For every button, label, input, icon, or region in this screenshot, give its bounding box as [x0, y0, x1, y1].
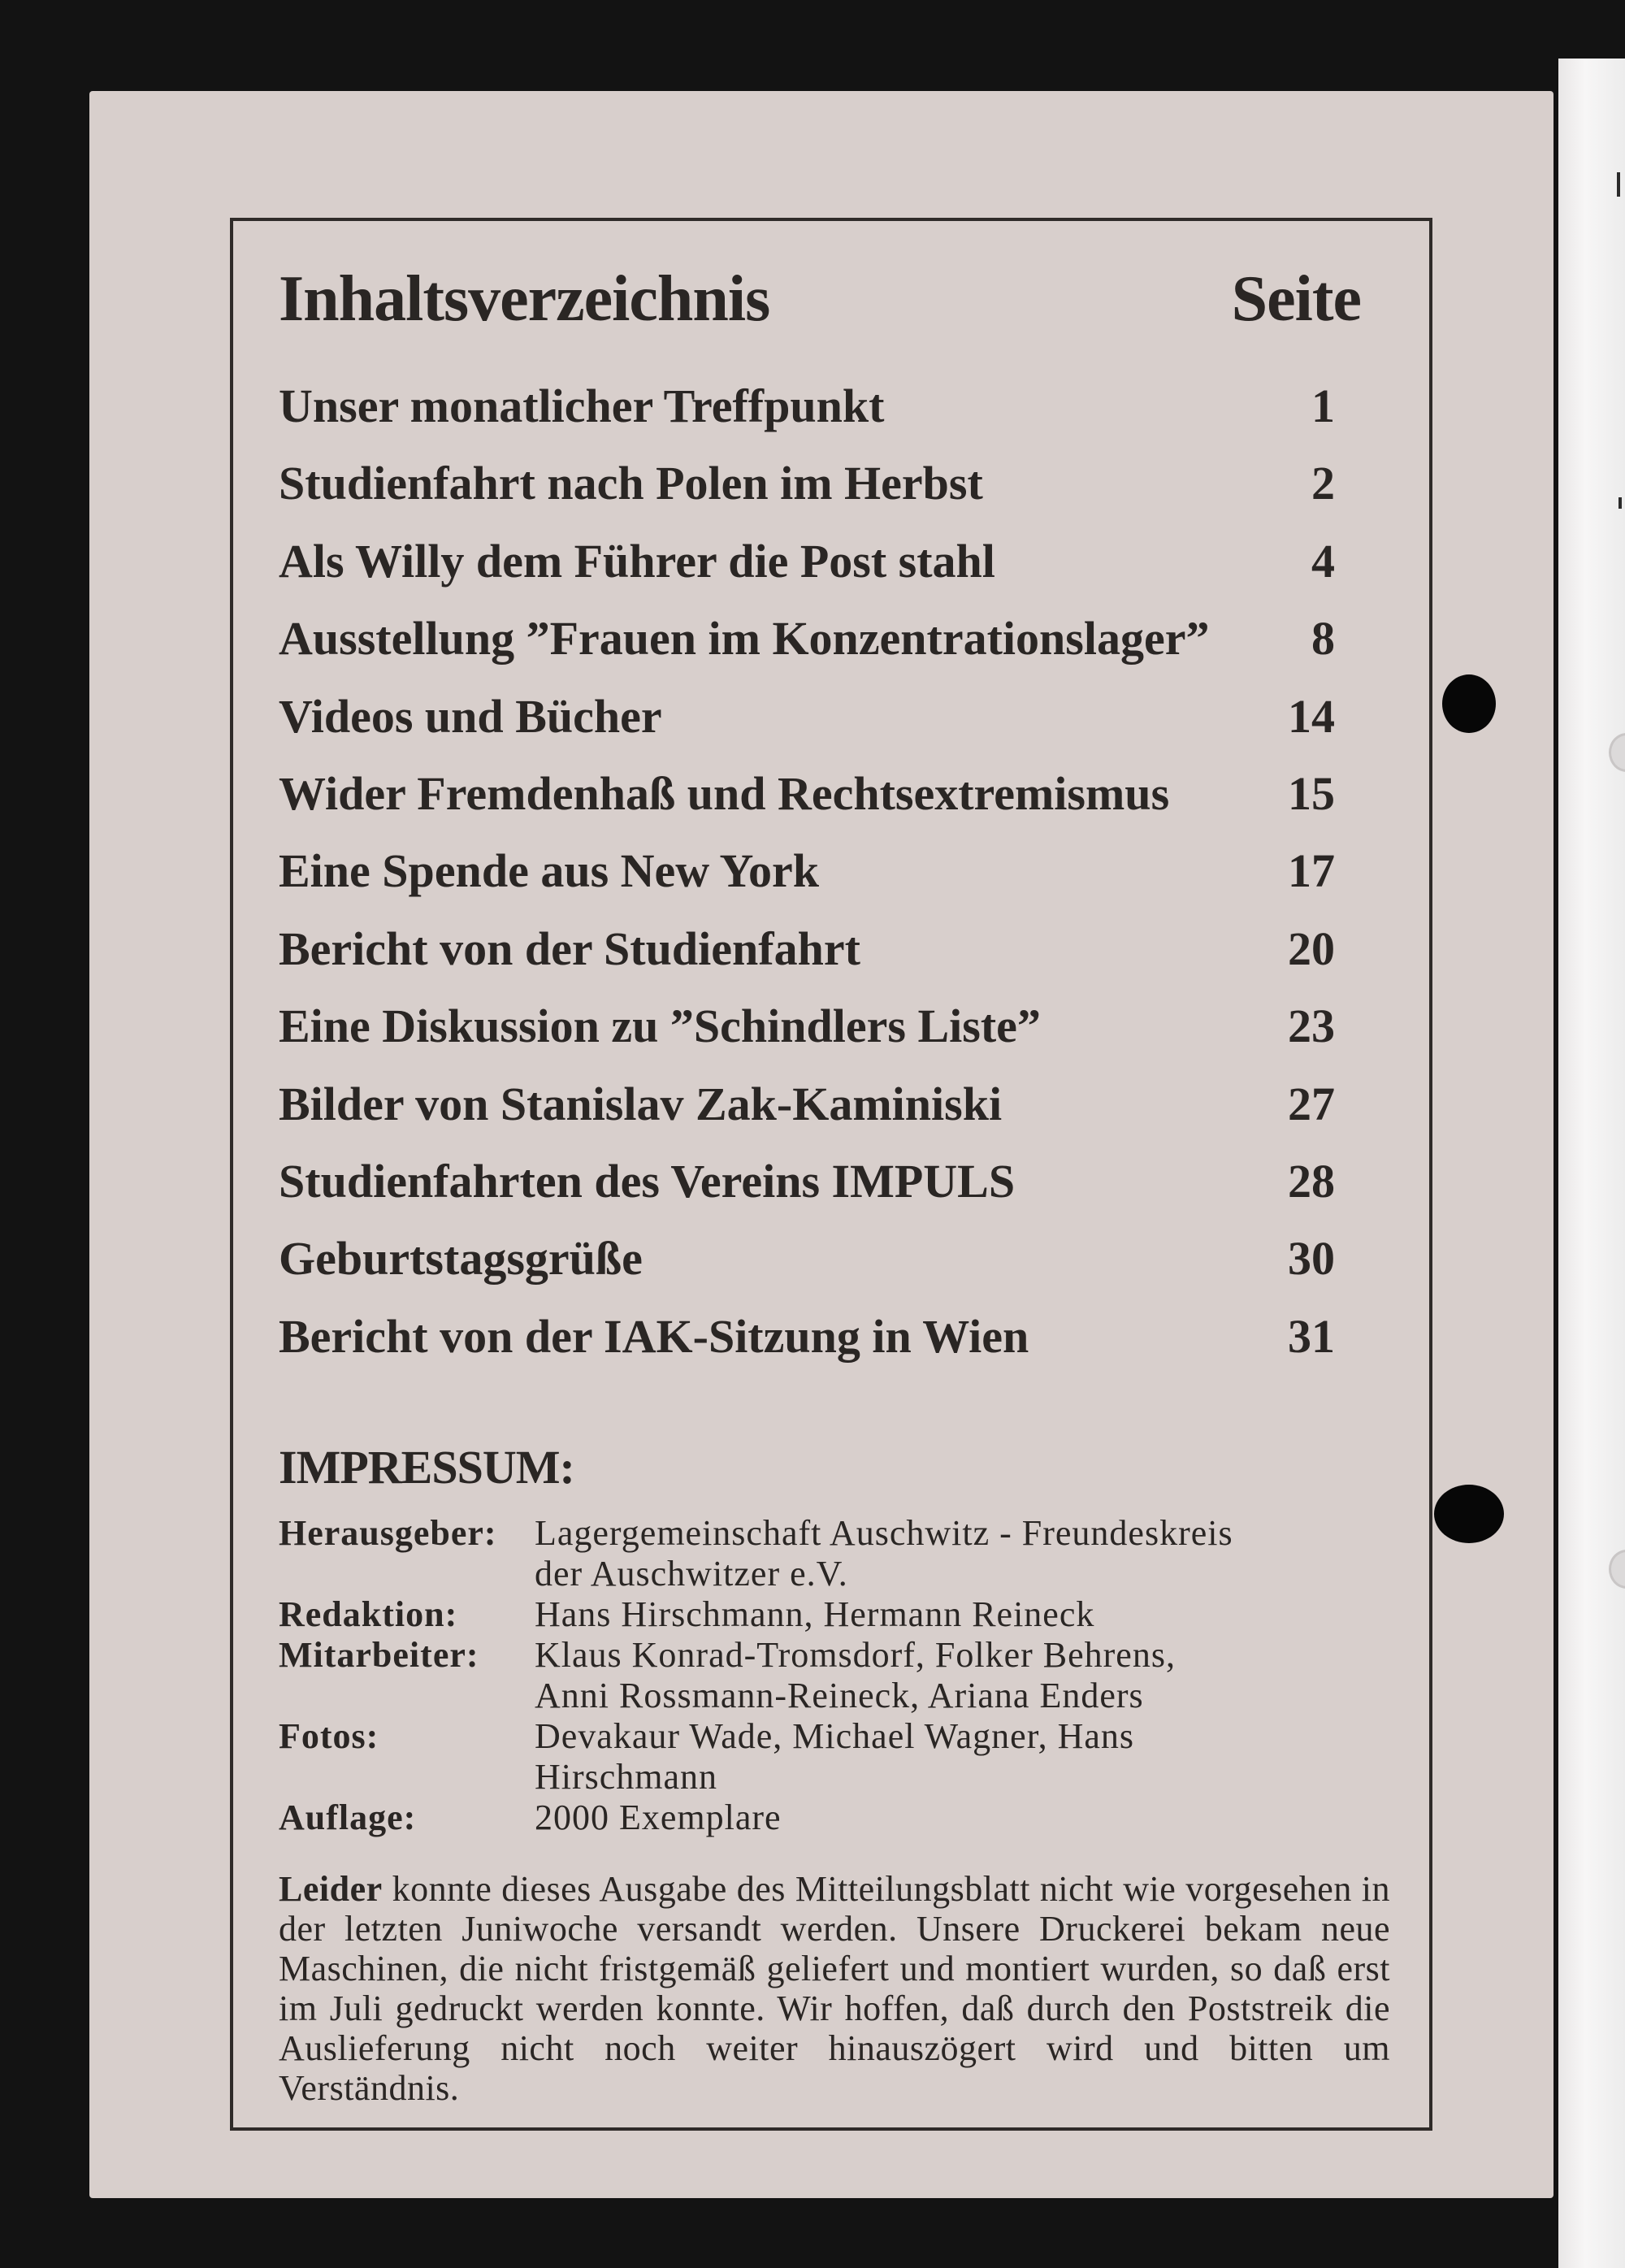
toc-entry: [279, 917, 1335, 994]
toc-entry: [279, 1304, 1335, 1381]
toc-entry-page: 27: [1288, 1077, 1335, 1130]
impressum-row: [279, 1635, 1351, 1716]
toc-entry: [279, 606, 1335, 683]
toc-entry-title: Bilder von Stanislav Zak-Kaminiski: [279, 1077, 1003, 1130]
impressum-value-line: Anni Rossmann-Reineck, Ariana Enders: [535, 1676, 1144, 1715]
toc-entry-title: Eine Diskussion zu ”Schindlers Liste”: [279, 1000, 1041, 1053]
toc-entry-page: 17: [1288, 844, 1335, 898]
toc-entry-title: Ausstellung ”Frauen im Konzentrationslager”: [279, 612, 1210, 666]
toc-entry-page: 28: [1288, 1154, 1335, 1208]
toc-page-column-label: Seite: [1231, 263, 1361, 335]
impressum-row: [279, 1797, 1351, 1838]
toc-entry-page: 4: [1311, 534, 1335, 588]
toc-entry-title: Geburtstagsgrüße: [279, 1232, 643, 1286]
impressum-value-line: der Auschwitzer e.V.: [535, 1554, 848, 1594]
toc-entry-page: 20: [1288, 922, 1335, 975]
impressum-note: [279, 1869, 1390, 2108]
impressum-value-line: Hans Hirschmann, Hermann Reineck: [535, 1594, 1095, 1634]
impressum-value-line: Lagergemeinschaft Auschwitz - Freundeskreis: [535, 1513, 1233, 1553]
toc-entry-title: Bericht von der Studienfahrt: [279, 922, 860, 975]
impressum-label: Redaktion:: [279, 1594, 458, 1634]
punch-hole-upper: [1442, 674, 1496, 733]
impressum-label: Herausgeber:: [279, 1513, 497, 1553]
impressum-value-line: Hirschmann: [535, 1757, 718, 1797]
toc-entry: [279, 684, 1335, 761]
toc-entry-page: 2: [1311, 457, 1335, 510]
toc-entry-title: Studienfahrten des Vereins IMPULS: [279, 1154, 1016, 1208]
impressum-value-line: 2000 Exemplare: [535, 1797, 782, 1837]
impressum-row: [279, 1716, 1351, 1797]
impressum-table: [279, 1513, 1351, 1838]
impressum-note-text: konnte dieses Ausgabe des Mitteilungsblatt nicht wie vorgesehen in der letzten Juniwoche versandt werden. Unsere Druckerei bekam neue Maschinen, die nicht fristgemäß geliefert und montiert wurden, so daß erst im Juli gedruckt werden konnte. Wir hoffen, daß durch den Poststreik die Auslieferung nicht noch weiter hinauszögert wird und bitten um Verständnis.: [279, 1869, 1390, 2108]
toc-entry: [279, 1149, 1335, 1226]
adjacent-page-edge: [1558, 59, 1625, 2268]
toc-entry: [279, 839, 1335, 916]
toc-entry-page: 23: [1288, 1000, 1335, 1053]
toc-entry: [279, 1072, 1335, 1149]
toc-entry-title: Bericht von der IAK-Sitzung in Wien: [279, 1309, 1029, 1363]
impressum-row: [279, 1594, 1351, 1635]
toc-entry: [279, 529, 1335, 606]
toc-entry-title: Wider Fremdenhaß und Rechtsextremismus: [279, 766, 1170, 820]
toc-entry-title: Eine Spende aus New York: [279, 844, 819, 898]
impressum-note-lead: Leider: [279, 1869, 383, 1909]
toc-list: [279, 374, 1335, 1381]
impressum-label: Fotos:: [279, 1716, 379, 1756]
toc-entry-page: 14: [1288, 689, 1335, 743]
toc-entry-title: Videos und Bücher: [279, 689, 662, 743]
impressum-value-line: Devakaur Wade, Michael Wagner, Hans: [535, 1716, 1135, 1756]
impressum-row: [279, 1513, 1351, 1594]
toc-entry-page: 30: [1288, 1232, 1335, 1286]
toc-entry-page: 31: [1288, 1309, 1335, 1363]
toc-header: [279, 258, 1361, 340]
impressum-label: Auflage:: [279, 1797, 417, 1837]
impressum-label: Mitarbeiter:: [279, 1635, 479, 1675]
impressum-heading: IMPRESSUM:: [279, 1441, 574, 1494]
toc-entry: [279, 994, 1335, 1071]
toc-entry-page: 8: [1311, 612, 1335, 666]
toc-title: Inhaltsverzeichnis: [279, 263, 770, 335]
toc-entry-title: Als Willy dem Führer die Post stahl: [279, 534, 995, 588]
toc-entry-page: 15: [1288, 766, 1335, 820]
punch-hole-lower: [1434, 1485, 1504, 1543]
toc-entry-title: Unser monatlicher Treffpunkt: [279, 379, 885, 432]
toc-entry: [279, 374, 1335, 451]
impressum-value-line: Klaus Konrad-Tromsdorf, Folker Behrens,: [535, 1635, 1176, 1675]
toc-entry: [279, 1226, 1335, 1303]
toc-entry: [279, 451, 1335, 528]
toc-entry-title: Studienfahrt nach Polen im Herbst: [279, 457, 983, 510]
toc-entry-page: 1: [1311, 379, 1335, 432]
toc-entry: [279, 761, 1335, 839]
